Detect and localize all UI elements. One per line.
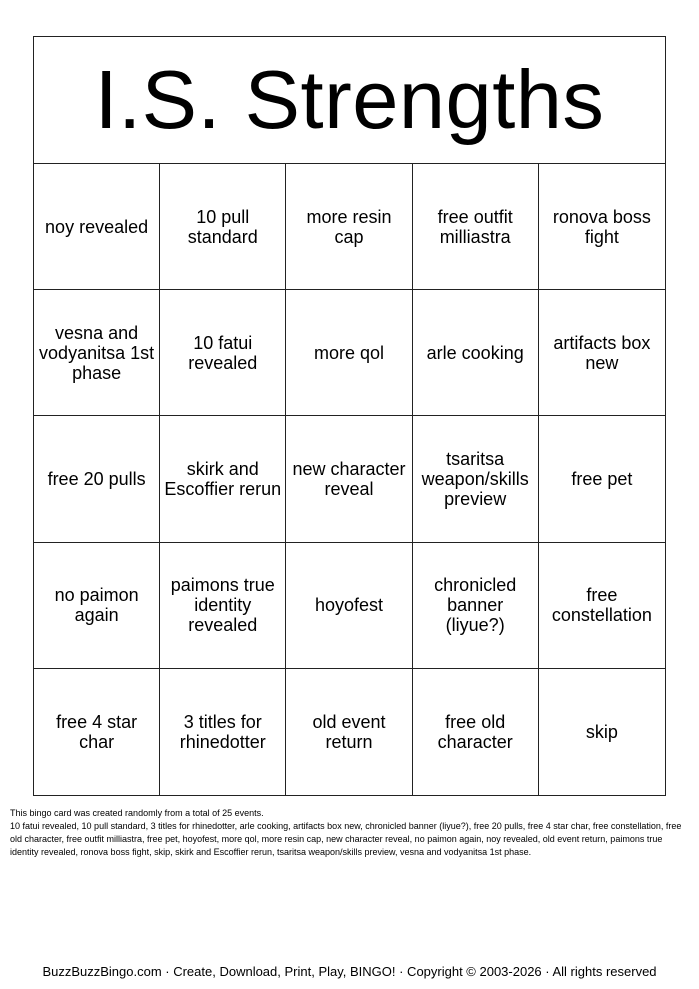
bingo-cell: more resin cap <box>286 164 412 290</box>
title-row <box>34 37 665 164</box>
bingo-cell: 10 fatui revealed <box>160 290 286 416</box>
bingo-cell: free 4 star char <box>34 669 160 795</box>
bingo-card <box>33 36 666 796</box>
bingo-cell: free pet <box>539 416 665 542</box>
bingo-cell: artifacts box new <box>539 290 665 416</box>
bingo-cell: old event return <box>286 669 412 795</box>
card-title: I.S. Strengths <box>94 52 605 146</box>
bingo-cell: vesna and vodyanitsa 1st phase <box>34 290 160 416</box>
description-events-list: 10 fatui revealed, 10 pull standard, 3 titles for rhinedotter, arle cooking, artifacts box new, chronicled banner (liyue?), free 20 pulls, free 4 star char, free constellation, free old character, free outfit milliastra, free pet, hoyofest, more qol, more resin cap, new character reveal, no paimon again, noy revealed, old event return, paimons true identity revealed, ronova boss fight, skip, skirk and Escoffier rerun, tsaritsa weapon/skills preview, vesna and vodyanitsa 1st phase. <box>10 821 682 857</box>
bingo-cell: tsaritsa weapon/skills preview <box>413 416 539 542</box>
bingo-cell: hoyofest <box>286 543 412 669</box>
bingo-cell: free 20 pulls <box>34 416 160 542</box>
card-description <box>10 807 690 859</box>
bingo-cell: free old character <box>413 669 539 795</box>
bingo-cell: ronova boss fight <box>539 164 665 290</box>
site-footer: BuzzBuzzBingo.com · Create, Download, Print, Play, BINGO! · Copyright © 2003-2026 · All rights reserved <box>42 964 657 979</box>
bingo-cell: paimons true identity revealed <box>160 543 286 669</box>
description-intro: This bingo card was created randomly from a total of 25 events. <box>10 808 264 818</box>
bingo-grid <box>34 164 665 795</box>
bingo-cell: free constellation <box>539 543 665 669</box>
bingo-cell: more qol <box>286 290 412 416</box>
bingo-cell: arle cooking <box>413 290 539 416</box>
bingo-cell: 10 pull standard <box>160 164 286 290</box>
bingo-cell: 3 titles for rhinedotter <box>160 669 286 795</box>
bingo-cell: free outfit milliastra <box>413 164 539 290</box>
bingo-cell: noy revealed <box>34 164 160 290</box>
bingo-cell: no paimon again <box>34 543 160 669</box>
bingo-cell: chronicled banner (liyue?) <box>413 543 539 669</box>
bingo-cell: new character reveal <box>286 416 412 542</box>
bingo-cell: skip <box>585 721 618 742</box>
bingo-cell: skirk and Escoffier rerun <box>160 416 286 542</box>
